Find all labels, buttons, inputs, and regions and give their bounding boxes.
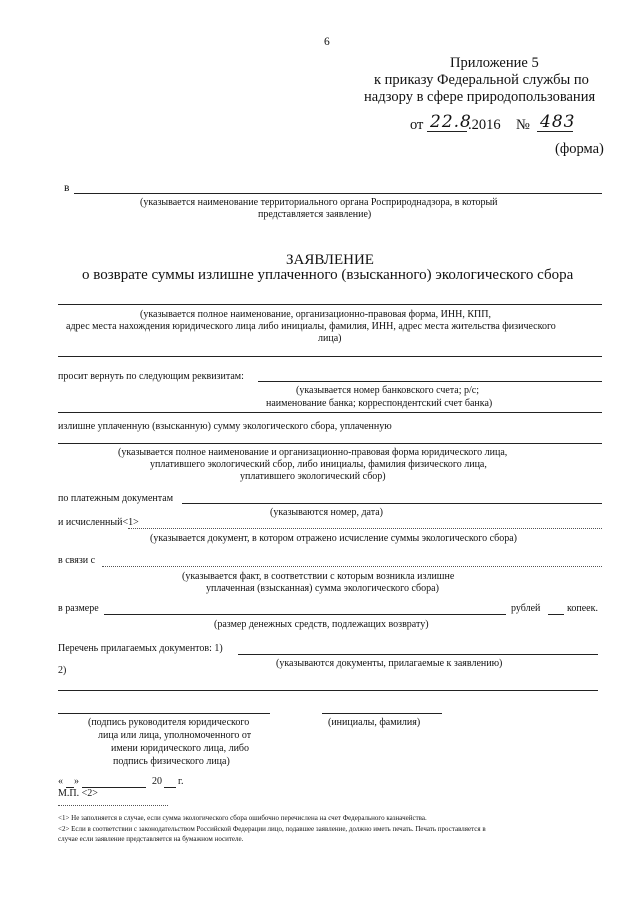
- addressee-hint-2: представляется заявление): [258, 209, 372, 220]
- date-year-field: [164, 787, 176, 788]
- calculated-hint: (указывается документ, в котором отражено исчисление суммы экологического сбора): [150, 533, 517, 544]
- payer-field: [58, 443, 602, 444]
- date-prefix: от: [410, 117, 424, 133]
- date-year-suffix: г.: [178, 776, 184, 787]
- name-field: [322, 713, 442, 714]
- stamp-label: М.П. <2>: [58, 788, 98, 799]
- payment-docs-hint: (указываются номер, дата): [270, 507, 383, 518]
- bank-field-2: [58, 412, 602, 413]
- form-label: (форма): [555, 141, 604, 157]
- payer-hint-3: уплатившего экологический сбор): [240, 471, 386, 482]
- document-subtitle: о возврате суммы излишне уплаченного (взысканного) экологического сбора: [82, 267, 574, 283]
- page-number: 6: [324, 36, 330, 48]
- handwritten-number: 483: [540, 112, 576, 132]
- attachments-hint: (указываются документы, прилагаемые к заявлению): [276, 658, 503, 669]
- document-title: ЗАЯВЛЕНИЕ: [286, 252, 374, 268]
- reason-hint-2: уплаченная (взысканная) сумма экологического сбора): [206, 583, 439, 594]
- applicant-field-2: [58, 356, 602, 357]
- applicant-hint-3: лица): [318, 333, 342, 344]
- rubles-label: рублей: [511, 603, 541, 614]
- name-hint: (инициалы, фамилия): [328, 717, 421, 728]
- bank-hint: (указывается номер банковского счета; р/с;: [296, 385, 480, 396]
- reason-prefix: в связи с: [58, 555, 96, 566]
- attachments-item-2: 2): [58, 665, 67, 676]
- applicant-field: [58, 304, 602, 305]
- attachments-field: [238, 654, 598, 655]
- bank-prefix: просит вернуть по следующим реквизитам:: [58, 371, 244, 382]
- bank-field: [258, 381, 602, 382]
- signature-field: [58, 713, 270, 714]
- date-year-prefix: 20: [152, 776, 162, 787]
- signature-hint-2: лица или лица, уполномоченного от: [98, 730, 252, 741]
- reason-field: [102, 566, 602, 567]
- appendix-title: Приложение 5: [450, 55, 539, 71]
- footnote-divider: [58, 805, 168, 806]
- addressee-hint: (указывается наименование территориального органа Росприроднадзора, в который: [140, 197, 498, 208]
- appendix-agency-line: надзору в сфере природопользования: [364, 89, 596, 105]
- calculated-prefix: и исчисленный<1>: [58, 517, 139, 528]
- number-underline: [537, 131, 573, 132]
- applicant-hint-2: адрес места нахождения юридического лица либо инициалы, фамилия, ИНН, адрес места жительства физического: [66, 321, 556, 332]
- bank-hint-2: наименование банка; корреспондентский счет банка): [266, 398, 493, 409]
- calculated-field: [128, 528, 602, 529]
- payment-docs-field: [182, 503, 602, 504]
- kopecks-label: копеек.: [567, 603, 598, 614]
- payer-hint-2: уплатившего экологический сбор, либо инициалы, фамилия физического лица,: [150, 459, 487, 470]
- date-close-quote: »: [74, 776, 79, 787]
- footnote-1: <1> Не заполняется в случае, если сумма экологического сбора ошибочно перечислена на счет Федерального казначейства.: [58, 814, 427, 822]
- signature-hint-3: имени юридического лица, либо: [111, 743, 250, 754]
- attachments-field-2: [58, 690, 598, 691]
- handwritten-date: 22.8: [430, 112, 472, 132]
- footnote-2-cont: случае если заявление представляется на бумажном носителе.: [58, 835, 244, 843]
- payer-prefix: излишне уплаченную (взысканную) сумму экологического сбора, уплаченную: [58, 421, 392, 432]
- amount-hint: (размер денежных средств, подлежащих возврату): [214, 619, 429, 630]
- amount-prefix: в размере: [58, 603, 99, 614]
- amount-field: [104, 614, 506, 615]
- footnote-2: <2> Если в соответствии с законодательством Российской Федерации лицо, подавшее заявление, должно иметь печать. Печать проставляется в: [58, 825, 486, 833]
- attachments-prefix: Перечень прилагаемых документов: 1): [58, 643, 223, 654]
- payment-docs-prefix: по платежным документам: [58, 493, 174, 504]
- kopecks-field: [548, 614, 564, 615]
- payer-hint: (указывается полное наименование и организационно-правовая форма юридического лица,: [118, 447, 508, 458]
- date-underline: [427, 131, 467, 132]
- signature-hint-4: подпись физического лица): [113, 756, 230, 767]
- number-sign: №: [516, 117, 530, 133]
- date-year: .2016: [468, 117, 501, 133]
- signature-hint: (подпись руководителя юридического: [88, 717, 250, 728]
- addressee-prefix: в: [64, 182, 70, 194]
- date-open-quote: «: [58, 776, 63, 787]
- applicant-hint: (указывается полное наименование, организационно-правовая форма, ИНН, КПП,: [140, 309, 491, 320]
- appendix-order-line: к приказу Федеральной службы по: [374, 72, 589, 88]
- addressee-field: [74, 193, 602, 194]
- reason-hint: (указывается факт, в соответствии с которым возникла излишне: [182, 571, 455, 582]
